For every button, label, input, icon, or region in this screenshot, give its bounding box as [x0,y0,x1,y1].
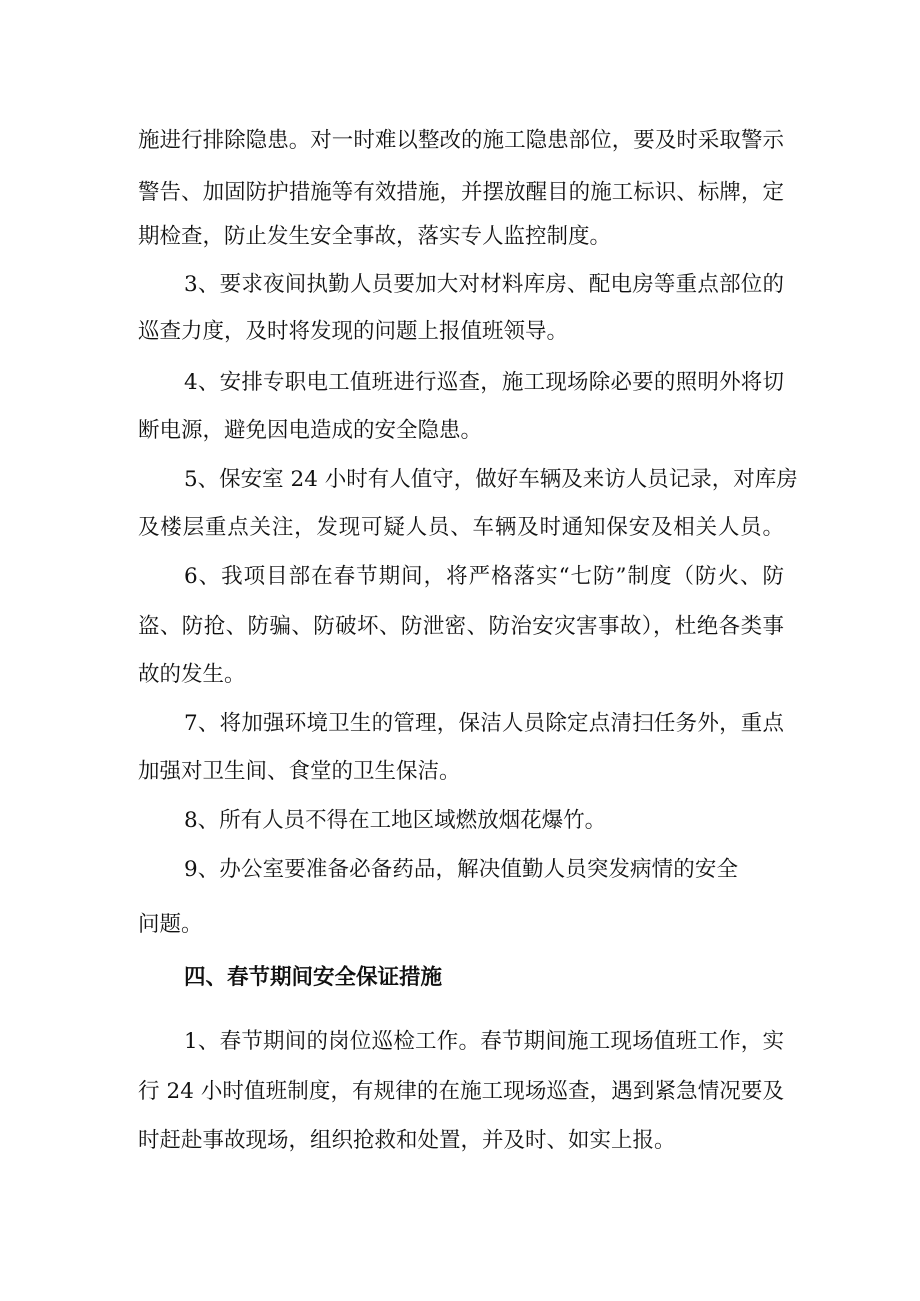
list-item-6-line: 6、我项目部在春节期间，将严格落实“七防”制度（防火、防 [184,564,784,589]
list-item-9-line: 问题。 [138,912,203,937]
list-item-4-line: 4、安排专职电工值班进行巡查，施工现场除必要的照明外将切 [184,370,784,395]
section-heading: 四、春节期间安全保证措施 [184,965,443,990]
list-item-9-line: 9、办公室要准备必备药品，解决值勤人员突发病情的安全 [184,857,738,882]
list-item-6-line: 盗、防抢、防骗、防破坏、防泄密、防治安灾害事故），杜绝各类事 [138,614,784,639]
section-item-1-line: 1、春节期间的岗位巡检工作。春节期间施工现场值班工作，实 [184,1029,784,1054]
list-item-3-line: 巡查力度，及时将发现的问题上报值班领导。 [138,319,569,344]
text-line: 期检查，防止发生安全事故，落实专人监控制度。 [138,224,612,249]
section-item-1-line: 行 24 小时值班制度，有规律的在施工现场巡查，遇到紧急情况要及 [138,1079,784,1104]
list-item-7-line: 加强对卫生间、食堂的卫生保洁。 [138,759,461,784]
text-line: 施进行排除隐患。对一时难以整改的施工隐患部位，要及时采取警示 [138,128,784,153]
list-item-7-line: 7、将加强环境卫生的管理，保洁人员除定点清扫任务外，重点 [184,711,784,736]
list-item-4-line: 断电源，避免因电造成的安全隐患。 [138,418,483,443]
list-item-5-line: 及楼层重点关注，发现可疑人员、车辆及时通知保安及相关人员。 [138,515,784,540]
list-item-6-line: 故的发生。 [138,662,246,687]
section-item-1-line: 时赶赴事故现场，组织抢救和处置，并及时、如实上报。 [138,1128,676,1153]
list-item-8-line: 8、所有人员不得在工地区域燃放烟花爆竹。 [184,808,607,833]
text-line: 警告、加固防护措施等有效措施，并摆放醒目的施工标识、标牌，定 [138,180,784,205]
list-item-3-line: 3、要求夜间执勤人员要加大对材料库房、配电房等重点部位的 [184,272,784,297]
list-item-5-line: 5、保安室 24 小时有人值守，做好车辆及来访人员记录，对库房 [184,467,798,492]
